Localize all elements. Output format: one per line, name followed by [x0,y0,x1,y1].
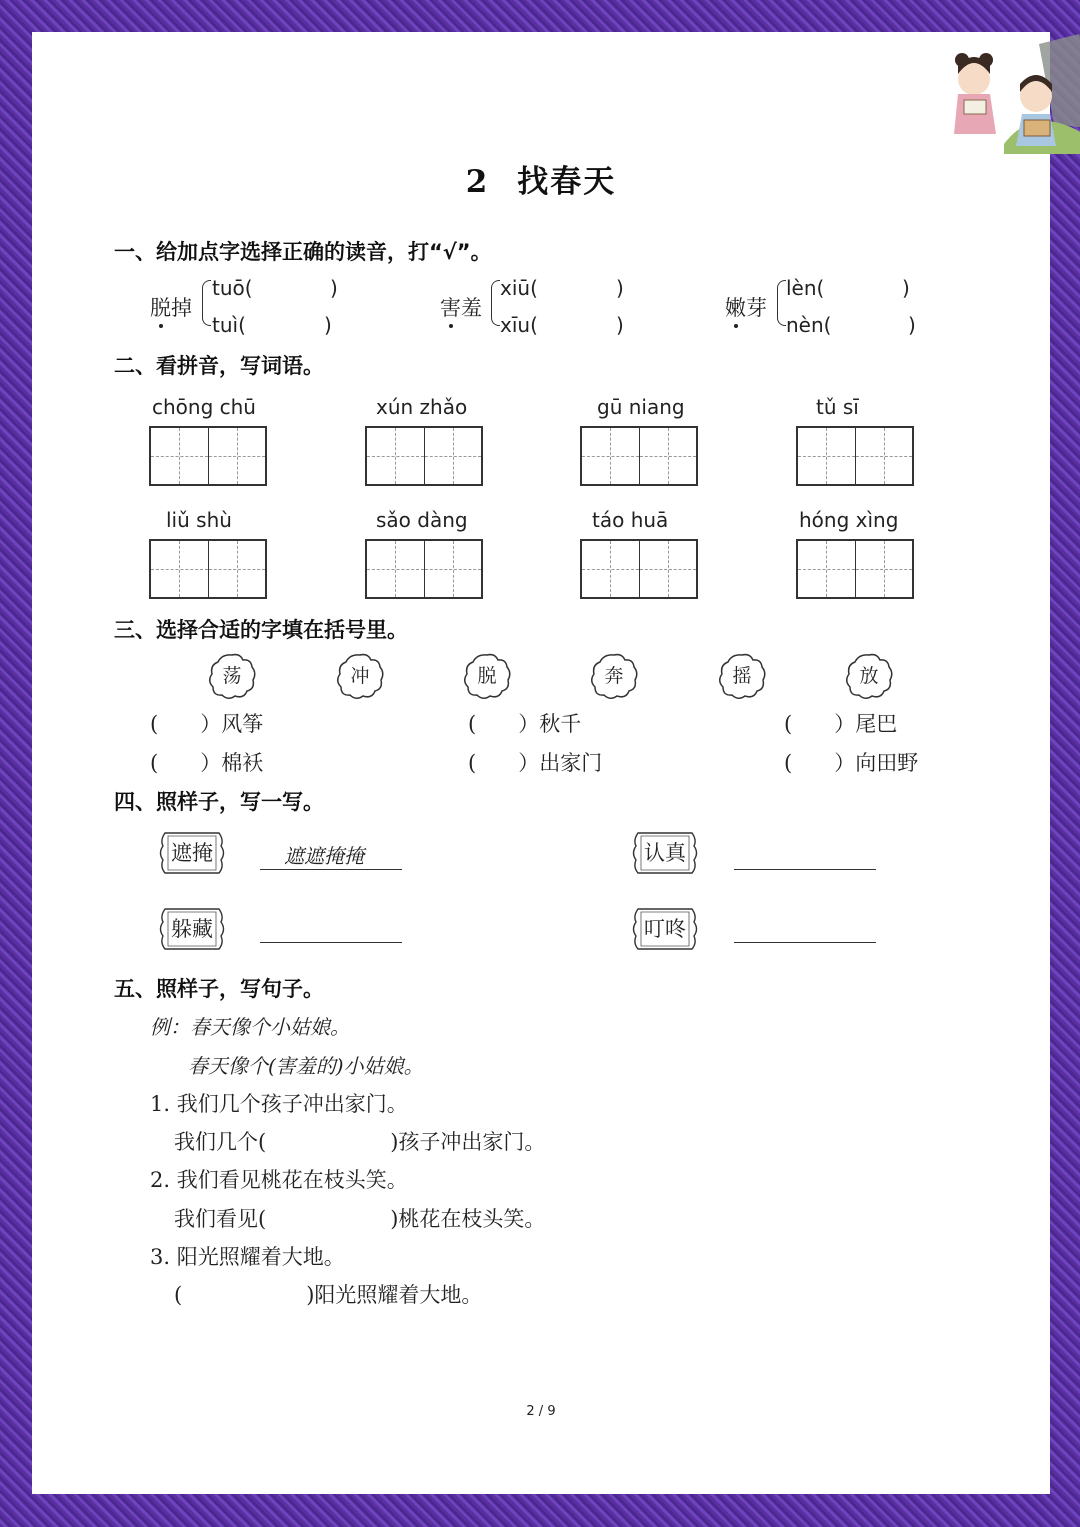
answer-line[interactable] [260,942,402,943]
pinyin-label: táo huā [592,508,669,532]
pinyin-label: tǔ sī [816,395,859,419]
example-sentence: 例：春天像个小姑娘。 [150,1015,350,1039]
example-answer: 遮遮掩掩 [284,844,364,868]
writing-grid[interactable] [796,539,914,599]
pron-option: tuì( [212,313,246,337]
section-4-heading: 四、照样子，写一写。 [114,790,324,814]
pinyin-label: gū niang [597,395,685,419]
pinyin-label: sǎo dàng [376,508,468,532]
pinyin-label: chōng chū [152,395,256,419]
writing-grid[interactable] [580,426,698,486]
pron-word-2: 害羞 [440,296,482,320]
pron-check-blank[interactable]: ) [330,276,338,300]
pron-check-blank[interactable]: ) [616,276,624,300]
writing-grid[interactable] [149,539,267,599]
word-frame: 认真 [630,830,700,876]
char-option-flower: 放 [844,651,894,701]
pron-word-3: 嫩芽 [725,296,767,320]
section-5-heading: 五、照样子，写句子。 [114,977,324,1001]
question-sentence: 3. 阳光照耀着大地。 [150,1245,345,1269]
pron-check-blank[interactable]: ) [902,276,910,300]
char-option-flower: 冲 [335,651,385,701]
pinyin-label: xún zhǎo [376,395,468,419]
pron-option: xīu( [500,313,538,337]
pron-word-1: 脱掉 [150,296,192,320]
section-1-heading: 一、给加点字选择正确的读音，打“√”。 [114,240,492,264]
answer-sentence[interactable]: 我们几个( )孩子冲出家门。 [174,1130,546,1154]
example-sentence-answer: 春天像个(害羞的)小姑娘。 [188,1054,424,1078]
writing-grid[interactable] [149,426,267,486]
section-2-heading: 二、看拼音，写词语。 [114,354,324,378]
word-frame: 叮咚 [630,906,700,952]
char-option-flower: 奔 [589,651,639,701]
reading-children-illustration [944,34,1080,154]
lesson-number: 2 [465,164,490,200]
lesson-name: 找春天 [517,164,617,200]
lesson-title [32,156,1050,201]
pinyin-label: liǔ shù [166,508,232,532]
char-option-flower: 荡 [207,651,257,701]
pron-option: tuō( [212,276,253,300]
fill-blank-row[interactable]: ( ）风筝 [150,712,264,736]
brace [202,280,211,326]
word-frame: 躲藏 [157,906,227,952]
section-3-heading: 三、选择合适的字填在括号里。 [114,618,408,642]
answer-line[interactable] [734,942,876,943]
worksheet-page [32,32,1050,1494]
answer-sentence[interactable]: 我们看见( )桃花在枝头笑。 [174,1207,546,1231]
pinyin-label: hóng xìng [799,508,899,532]
writing-grid[interactable] [796,426,914,486]
char-option-flower: 脱 [462,651,512,701]
page-number: 2 / 9 [526,1404,556,1419]
fill-blank-row[interactable]: ( ）尾巴 [784,712,898,736]
pron-option: xiū( [500,276,538,300]
pron-check-blank[interactable]: ) [908,313,916,337]
fill-blank-row[interactable]: ( ）棉袄 [150,751,264,775]
answer-sentence[interactable]: ( )阳光照耀着大地。 [174,1283,483,1307]
answer-line[interactable] [260,869,402,870]
writing-grid[interactable] [365,426,483,486]
question-sentence: 1. 我们几个孩子冲出家门。 [150,1092,408,1116]
fill-blank-row[interactable]: ( ）秋千 [468,712,582,736]
brace [777,280,786,326]
fill-blank-row[interactable]: ( ）出家门 [468,751,603,775]
brace [491,280,500,326]
fill-blank-row[interactable]: ( ）向田野 [784,751,919,775]
pron-check-blank[interactable]: ) [324,313,332,337]
pron-option: lèn( [786,276,825,300]
pron-option: nèn( [786,313,832,337]
pron-check-blank[interactable]: ) [616,313,624,337]
answer-line[interactable] [734,869,876,870]
question-sentence: 2. 我们看见桃花在枝头笑。 [150,1168,408,1192]
writing-grid[interactable] [365,539,483,599]
writing-grid[interactable] [580,539,698,599]
word-frame: 遮掩 [157,830,227,876]
char-option-flower: 摇 [717,651,767,701]
